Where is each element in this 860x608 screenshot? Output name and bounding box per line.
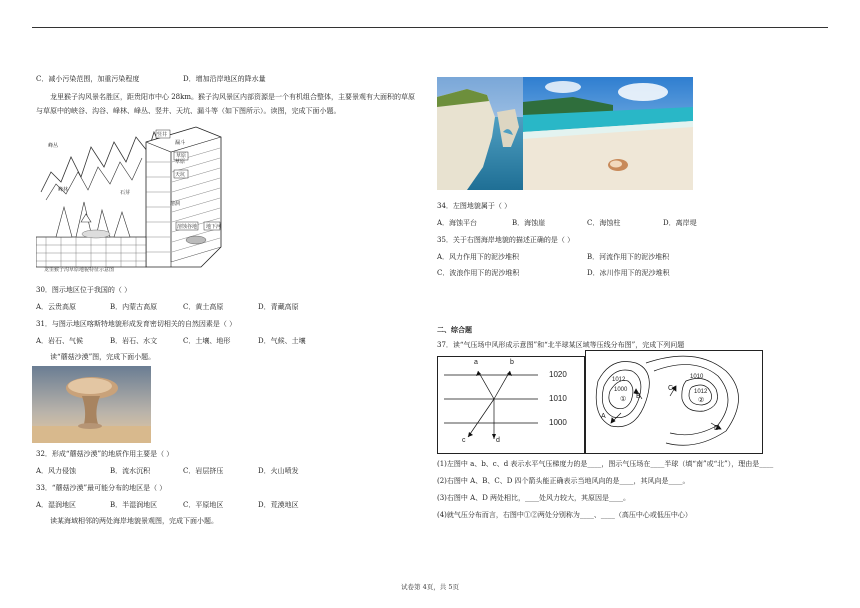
q30-option-d: D．青藏高原 [258,303,299,311]
q33-option-b: B．半湿润地区 [110,501,158,509]
coast-intro: 读某海域相邻的两处海岸地貌景观图，完成下面小题。 [50,517,218,525]
label-c: c [462,437,466,444]
label-a: a [474,359,478,366]
q34-option-a: A．海蚀平台 [437,219,478,227]
q34-option-d: D．离岸堤 [663,219,697,227]
point-d: D [714,425,720,432]
header-rule [32,27,828,28]
label-dixiahe: 地下河 [206,224,222,230]
label-rongdong: 溶洞 [170,201,181,207]
contour-1000: 1000 [614,387,628,393]
q33-option-a: A．湿润地区 [36,501,77,509]
q32-option-a: A．风力侵蚀 [36,467,77,475]
sea-cliff-photo [437,77,523,190]
page-footer: 试卷第 4页，共 5页 [401,583,459,591]
q30-option-a: A．云贵高原 [36,303,77,311]
q35-option-a: A．风力作用下的泥沙堆积 [437,253,520,261]
q30-stem: 30．图示地区位于我国的（ ） [36,286,132,294]
q31-option-a: A．岩石、气候 [36,337,84,345]
q32-option-b: B．流水沉积 [110,467,151,475]
point-b: B [636,393,641,400]
subquestion-2: (2)右图中 A、B、C、D 四个箭头能正确表示当地风向的是____，其风向是____。 [437,477,690,485]
q34-stem: 34．左图地貌属于（ ） [437,202,512,210]
q34-option-b: B．海蚀崖 [512,219,546,227]
label-caoyuan-1: 草原 [176,153,187,159]
q33-option-c: C．平原地区 [183,501,224,509]
label-tiankeng: 天坑 [175,172,186,178]
q32-option-c: C．岩层挤压 [183,467,224,475]
isobar-1020: 1020 [549,370,567,379]
isobar-1000: 1000 [549,418,567,427]
label-shujing: 竖井 [157,132,168,138]
q35-option-b: B．河流作用下的泥沙堆积 [587,253,670,261]
subquestion-1: (1)左图中 a、b、c、d 表示水平气压梯度力的是____，图示气压场在____半球（填“南”或“北”），理由是____ [437,460,774,468]
q33-stem: 33．“蘑菇沙漠”最可能分布的地区是（ ） [36,484,167,492]
mushroom-intro: 读“蘑菇沙漠”图，完成下面小题。 [50,353,156,361]
contour-1010: 1010 [690,374,704,380]
label-shiya: 石芽 [120,190,131,196]
q31-option-b: B．岩石、水文 [110,337,158,345]
center-2: ② [698,397,705,404]
point-a: A [601,413,606,420]
label-rongshigudi: 溶蚀谷地 [177,224,198,230]
subquestion-3: (3)右图中 A、D 两处相比，____处风力较大，其原因是____。 [437,494,631,502]
q30-option-b: B．内蒙古高原 [110,303,158,311]
q35-option-d: D．冰川作用下的泥沙堆积 [587,269,670,277]
pressure-field-figure [437,356,585,454]
label-fenglin: 峰林 [58,187,69,193]
karst-intro: 龙里猴子沟风景名胜区，距贵阳市中心 28km。猴子沟风景区内部资源是一个有机组合整体，主要景观有大面积的草原与草原中的峡谷、沟谷、峰林、峰丛、竖井、天坑、漏斗等（如下图所示）。读图，完成下面小题。 [36,93,416,115]
q34-option-c: C．海蚀柱 [587,219,621,227]
center-1: ① [620,396,627,403]
label-fengcong: 峰丛 [48,143,59,149]
q32-option-d: D．火山喷发 [258,467,299,475]
q37-stem: 37．读“气压场中风形成示意图”和“北半球某区域等压线分布图”，完成下列问题 [437,341,685,349]
label-loudou: 漏斗 [175,140,186,146]
contour-1012-right: 1012 [694,389,708,395]
isobar-map-figure [585,350,763,454]
point-c: C [668,385,674,392]
q29-option-d: D．增加沿岸地区的降水量 [183,75,266,83]
label-d: d [496,437,500,444]
q35-stem: 35．关于右图海岸地貌的描述正确的是（ ） [437,236,575,244]
isobar-1010: 1010 [549,394,567,403]
section-heading: 二、综合题 [437,325,472,334]
q30-option-c: C．黄土高原 [183,303,224,311]
beach-photo [523,77,693,190]
q35-option-c: C．波浪作用下的泥沙堆积 [437,269,520,277]
q32-stem: 32．形成“蘑菇沙漠”的地质作用主要是（ ） [36,450,174,458]
q31-stem: 31．与图示地区喀斯特地貌形成发育密切相关的自然因素是（ ） [36,320,237,328]
q31-option-c: C．土壤、地形 [183,337,231,345]
label-b: b [510,359,514,366]
mushroom-rock-photo [32,366,151,443]
karst-diagram [36,122,236,274]
q33-option-d: D．荒漠地区 [258,501,299,509]
diagram-caption: 龙里猴子沟草原地貌特征示意图 [44,267,115,273]
q29-option-c: C．减小污染范围，加重污染程度 [36,75,140,83]
q31-option-d: D．气候、土壤 [258,337,306,345]
label-caoyuan-2: 草原 [175,159,186,165]
subquestion-4: (4)就气压分布而言，右图中①②两处分别称为____、____（高压中心或低压中心） [437,511,692,519]
contour-1012-left: 1012 [612,377,626,383]
